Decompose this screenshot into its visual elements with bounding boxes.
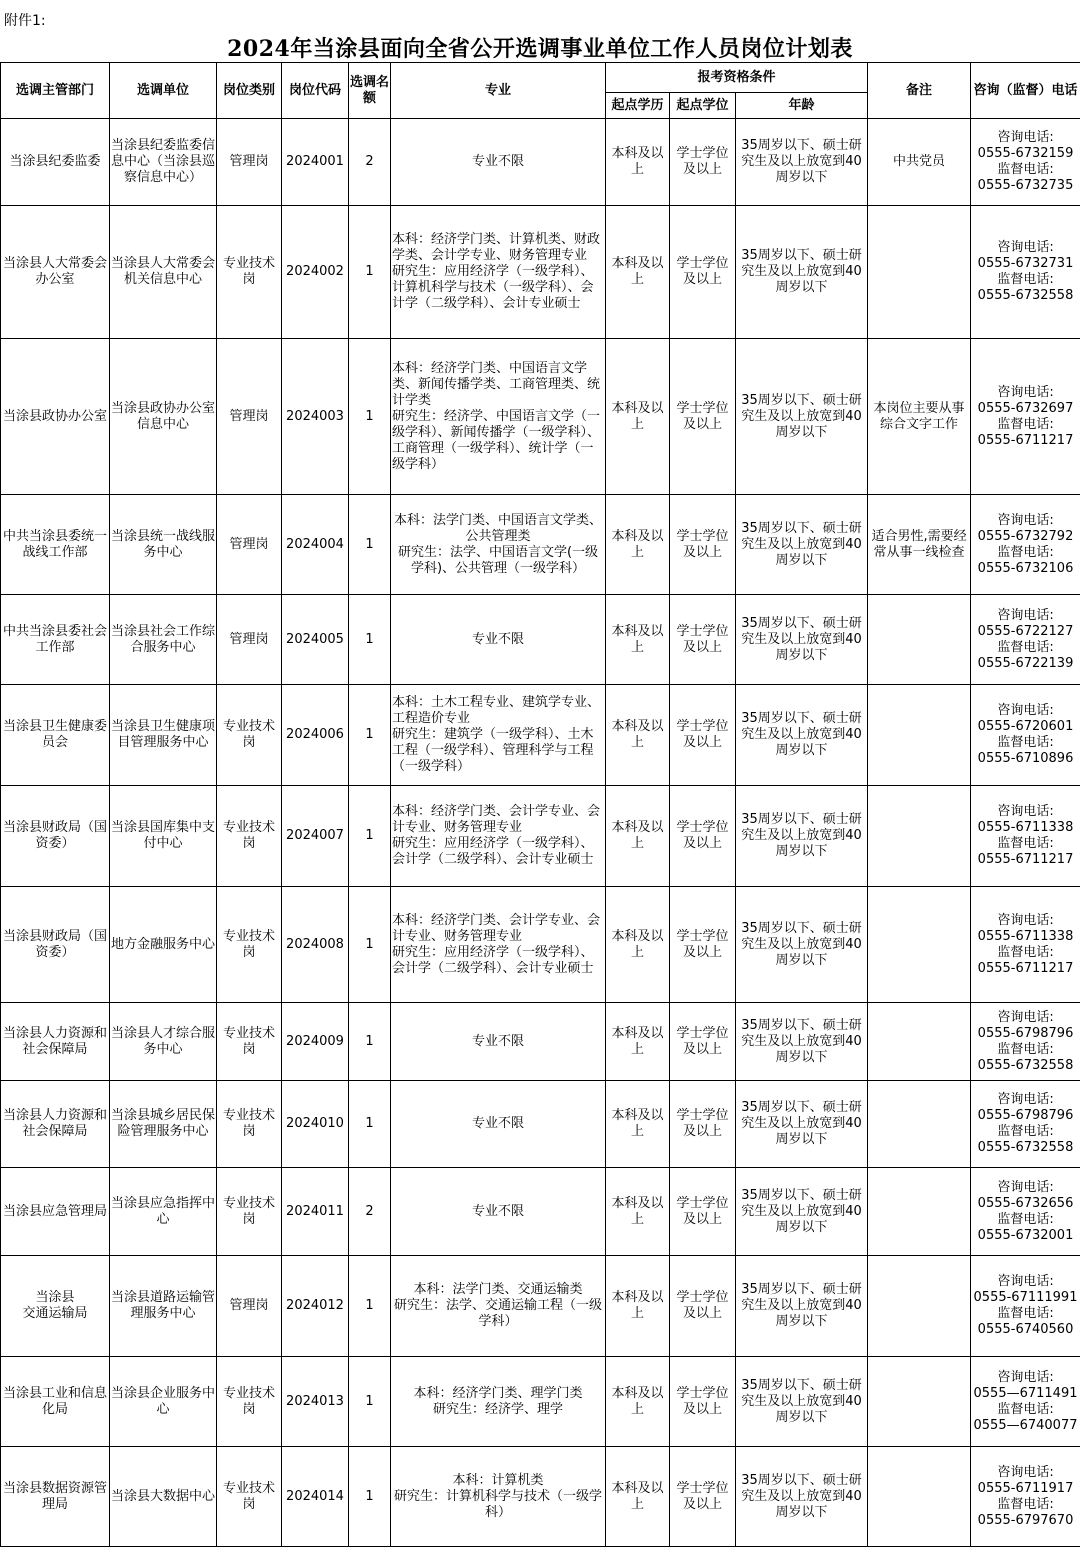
contact-phone: 0555-6711917: [977, 1480, 1074, 1496]
contact-phone: 0555-6740560: [977, 1322, 1074, 1337]
cell-note: [868, 206, 971, 339]
header-type: 岗位类别: [217, 63, 282, 119]
contact-label: 监督电话:: [997, 1306, 1054, 1321]
cell-note: [868, 1447, 971, 1547]
cell-type: 管理岗: [217, 595, 282, 685]
contact-phone: 0555—6711491: [973, 1385, 1078, 1401]
contact-phone: 0555-6732558: [977, 288, 1074, 303]
cell-age: 35周岁以下、硕士研究生及以上放宽到40周岁以下: [736, 595, 868, 685]
cell-major: 专业不限: [391, 119, 606, 206]
page-title: 2024年当涂县面向全省公开选调事业单位工作人员岗位计划表: [227, 36, 853, 62]
contact-label: 咨询电话:: [997, 804, 1054, 819]
table-row: [1, 119, 1080, 206]
cell-type: 管理岗: [217, 119, 282, 206]
contact-label: 咨询电话:: [997, 703, 1054, 718]
cell-degree: 学士学位及以上: [670, 887, 736, 1003]
cell-dept: 当涂县 交通运输局: [1, 1256, 110, 1357]
cell-contact: [971, 206, 1080, 339]
contact-label: 咨询电话:: [997, 1092, 1054, 1107]
contact-phone: 0555-6711217: [977, 852, 1074, 867]
cell-dept: 当涂县人力资源和社会保障局: [1, 1081, 110, 1168]
contact-label: 监督电话:: [997, 416, 1054, 432]
cell-degree: 学士学位及以上: [670, 595, 736, 685]
cell-major: 专业不限: [391, 1168, 606, 1256]
cell-code: 2024004: [282, 495, 349, 595]
cell-dept: 当涂县工业和信息化局: [1, 1357, 110, 1447]
cell-code: 2024014: [282, 1447, 349, 1547]
cell-type: 管理岗: [217, 1256, 282, 1357]
cell-dept: 当涂县应急管理局: [1, 1168, 110, 1256]
contact-phone: 0555-67111991: [973, 1290, 1078, 1305]
cell-dept: 中共当涂县委社会工作部: [1, 595, 110, 685]
cell-contact: [971, 1447, 1080, 1547]
contact-label: 监督电话:: [997, 1041, 1054, 1057]
cell-age: 35周岁以下、硕士研究生及以上放宽到40周岁以下: [736, 887, 868, 1003]
cell-quota: 1: [349, 339, 391, 495]
contact-phone: 0555—6740077: [973, 1417, 1078, 1433]
contact-label: 咨询电话:: [997, 1009, 1054, 1025]
cell-contact: [971, 495, 1080, 595]
table-row: [1, 1357, 1080, 1447]
cell-degree: 学士学位及以上: [670, 1357, 736, 1447]
cell-quota: 1: [349, 1081, 391, 1168]
cell-code: 2024001: [282, 119, 349, 206]
cell-unit: 当涂县统一战线服务中心: [110, 495, 217, 595]
cell-age: 35周岁以下、硕士研究生及以上放宽到40周岁以下: [736, 1168, 868, 1256]
cell-age: 35周岁以下、硕士研究生及以上放宽到40周岁以下: [736, 1081, 868, 1168]
cell-note: [868, 595, 971, 685]
cell-education: 本科及以上: [606, 1168, 670, 1256]
cell-age: 35周岁以下、硕士研究生及以上放宽到40周岁以下: [736, 786, 868, 887]
cell-quota: 1: [349, 495, 391, 595]
cell-major: 本科：经济学门类、理学门类 研究生：经济学、理学: [391, 1357, 606, 1447]
header-quota: 选调名额: [349, 63, 391, 119]
cell-contact: [971, 786, 1080, 887]
cell-major: 本科：土木工程专业、建筑学专业、工程造价专业 研究生：建筑学（一级学科）、土木工程（一级学科）、管理科学与工程（一级学科）: [391, 685, 606, 786]
cell-note: [868, 1081, 971, 1168]
contact-phone: 0555-6722127: [977, 623, 1074, 639]
cell-major: 本科：法学门类、中国语言文学类、公共管理类 研究生：法学、中国语言文学(一级学科)、公共管理（一级学科）: [391, 495, 606, 595]
cell-unit: 当涂县企业服务中心: [110, 1357, 217, 1447]
contact-phone: 0555-6732558: [977, 1140, 1074, 1155]
table-row: [1, 887, 1080, 1003]
cell-dept: 中共当涂县委统一战线工作部: [1, 495, 110, 595]
cell-degree: 学士学位及以上: [670, 206, 736, 339]
cell-unit: 当涂县纪委监委信息中心（当涂县巡察信息中心）: [110, 119, 217, 206]
cell-contact: [971, 685, 1080, 786]
contact-phone: 0555-6797670: [977, 1512, 1074, 1528]
cell-unit: 地方金融服务中心: [110, 887, 217, 1003]
cell-dept: 当涂县财政局（国资委）: [1, 786, 110, 887]
contact-phone: 0555-6732735: [977, 178, 1074, 193]
cell-quota: 1: [349, 1447, 391, 1547]
cell-education: 本科及以上: [606, 1256, 670, 1357]
table-row: [1, 595, 1080, 685]
cell-code: 2024008: [282, 887, 349, 1003]
cell-code: 2024006: [282, 685, 349, 786]
cell-type: 管理岗: [217, 339, 282, 495]
cell-note: 本岗位主要从事综合文字工作: [868, 339, 971, 495]
contact-phone: 0555-6732656: [977, 1195, 1074, 1211]
cell-unit: 当涂县国库集中支付中心: [110, 786, 217, 887]
cell-quota: 2: [349, 119, 391, 206]
cell-contact: [971, 1168, 1080, 1256]
table-row: [1, 206, 1080, 339]
contact-phone: 0555-6711338: [977, 928, 1074, 944]
cell-degree: 学士学位及以上: [670, 339, 736, 495]
cell-dept: 当涂县政协办公室: [1, 339, 110, 495]
cell-major: 专业不限: [391, 595, 606, 685]
contact-label: 监督电话:: [997, 544, 1054, 560]
contact-phone: 0555-6711217: [977, 432, 1074, 448]
cell-quota: 1: [349, 206, 391, 339]
table-body: [1, 119, 1080, 1547]
contact-label: 咨询电话:: [997, 1179, 1054, 1195]
cell-education: 本科及以上: [606, 495, 670, 595]
cell-degree: 学士学位及以上: [670, 1256, 736, 1357]
header-code: 岗位代码: [282, 63, 349, 119]
cell-major: 本科：经济学门类、会计学专业、会计专业、财务管理专业 研究生：应用经济学（一级学科）、会计学（二级学科）、会计专业硕士: [391, 887, 606, 1003]
cell-code: 2024002: [282, 206, 349, 339]
cell-contact: [971, 1357, 1080, 1447]
cell-unit: 当涂县应急指挥中心: [110, 1168, 217, 1256]
contact-label: 监督电话:: [997, 1211, 1054, 1227]
contact-label: 咨询电话:: [997, 607, 1054, 623]
cell-education: 本科及以上: [606, 595, 670, 685]
contact-phone: 0555-6710896: [977, 751, 1074, 766]
cell-major: 本科：法学门类、交通运输类 研究生：法学、交通运输工程（一级学科）: [391, 1256, 606, 1357]
contact-phone: 0555-6720601: [977, 719, 1074, 734]
table-row: [1, 1003, 1080, 1081]
cell-degree: 学士学位及以上: [670, 1168, 736, 1256]
cell-note: [868, 685, 971, 786]
cell-code: 2024003: [282, 339, 349, 495]
cell-age: 35周岁以下、硕士研究生及以上放宽到40周岁以下: [736, 339, 868, 495]
contact-label: 监督电话:: [997, 272, 1054, 287]
cell-note: 适合男性,需要经常从事一线检查: [868, 495, 971, 595]
cell-degree: 学士学位及以上: [670, 1447, 736, 1547]
cell-unit: 当涂县政协办公室信息中心: [110, 339, 217, 495]
contact-phone: 0555-6722139: [977, 655, 1074, 671]
cell-note: 中共党员: [868, 119, 971, 206]
cell-type: 专业技术岗: [217, 786, 282, 887]
table-row: [1, 1447, 1080, 1547]
contact-phone: 0555-6798796: [977, 1025, 1074, 1041]
cell-age: 35周岁以下、硕士研究生及以上放宽到40周岁以下: [736, 1357, 868, 1447]
contact-phone: 0555-6711338: [977, 820, 1074, 835]
cell-unit: 当涂县人才综合服务中心: [110, 1003, 217, 1081]
cell-note: [868, 887, 971, 1003]
cell-education: 本科及以上: [606, 1357, 670, 1447]
position-plan-table: [0, 62, 1080, 1547]
header-education: 起点学历: [606, 93, 670, 119]
table-row: [1, 495, 1080, 595]
table-row: [1, 1256, 1080, 1357]
contact-phone: 0555-6732159: [977, 146, 1074, 161]
contact-label: 监督电话:: [997, 1401, 1054, 1417]
cell-unit: 当涂县大数据中心: [110, 1447, 217, 1547]
cell-major: 本科：经济学门类、中国语言文学类、新闻传播学类、工商管理类、统计学类 研究生：经济学、中国语言文学（一级学科）、新闻传播学（一级学科）、工商管理（一级学科）、统计学（一级学科）: [391, 339, 606, 495]
cell-dept: 当涂县人大常委会办公室: [1, 206, 110, 339]
contact-phone: 0555-6732001: [977, 1227, 1074, 1243]
table-row: [1, 339, 1080, 495]
cell-type: 专业技术岗: [217, 685, 282, 786]
cell-quota: 1: [349, 1357, 391, 1447]
cell-contact: [971, 339, 1080, 495]
contact-label: 咨询电话:: [997, 240, 1054, 255]
cell-major: 本科：经济学门类、计算机类、财政学类、会计学专业、财务管理专业 研究生：应用经济学（一级学科）、计算机科学与技术（一级学科）、会计学（二级学科）、会计专业硕士: [391, 206, 606, 339]
cell-type: 专业技术岗: [217, 1168, 282, 1256]
cell-major: 本科：计算机类 研究生：计算机科学与技术（一级学科）: [391, 1447, 606, 1547]
contact-label: 监督电话:: [997, 1124, 1054, 1139]
cell-major: 本科：经济学门类、会计学专业、会计专业、财务管理专业 研究生：应用经济学（一级学科）、会计学（二级学科）、会计专业硕士: [391, 786, 606, 887]
cell-major: 专业不限: [391, 1081, 606, 1168]
cell-unit: 当涂县城乡居民保险管理服务中心: [110, 1081, 217, 1168]
cell-education: 本科及以上: [606, 1081, 670, 1168]
cell-degree: 学士学位及以上: [670, 495, 736, 595]
cell-age: 35周岁以下、硕士研究生及以上放宽到40周岁以下: [736, 495, 868, 595]
contact-label: 监督电话:: [997, 162, 1054, 177]
annex-label: 附件1:: [4, 13, 46, 29]
cell-age: 35周岁以下、硕士研究生及以上放宽到40周岁以下: [736, 119, 868, 206]
cell-degree: 学士学位及以上: [670, 119, 736, 206]
cell-note: [868, 786, 971, 887]
cell-quota: 1: [349, 786, 391, 887]
cell-education: 本科及以上: [606, 339, 670, 495]
cell-age: 35周岁以下、硕士研究生及以上放宽到40周岁以下: [736, 1256, 868, 1357]
cell-code: 2024009: [282, 1003, 349, 1081]
cell-dept: 当涂县人力资源和社会保障局: [1, 1003, 110, 1081]
contact-phone: 0555-6732792: [977, 528, 1074, 544]
contact-label: 监督电话:: [997, 639, 1054, 655]
contact-phone: 0555-6732558: [977, 1057, 1074, 1073]
cell-education: 本科及以上: [606, 786, 670, 887]
contact-label: 咨询电话:: [997, 1369, 1054, 1385]
cell-contact: [971, 1256, 1080, 1357]
header-note: 备注: [868, 63, 971, 119]
cell-type: 专业技术岗: [217, 206, 282, 339]
cell-code: 2024013: [282, 1357, 349, 1447]
cell-note: [868, 1003, 971, 1081]
contact-label: 监督电话:: [997, 944, 1054, 960]
contact-phone: 0555-6798796: [977, 1108, 1074, 1123]
cell-note: [868, 1256, 971, 1357]
cell-code: 2024012: [282, 1256, 349, 1357]
cell-unit: 当涂县卫生健康项目管理服务中心: [110, 685, 217, 786]
cell-quota: 1: [349, 887, 391, 1003]
contact-label: 咨询电话:: [997, 130, 1054, 145]
table-row: [1, 685, 1080, 786]
cell-education: 本科及以上: [606, 1447, 670, 1547]
cell-contact: [971, 1003, 1080, 1081]
cell-education: 本科及以上: [606, 887, 670, 1003]
cell-type: 管理岗: [217, 495, 282, 595]
cell-education: 本科及以上: [606, 206, 670, 339]
cell-type: 专业技术岗: [217, 887, 282, 1003]
cell-type: 专业技术岗: [217, 1447, 282, 1547]
cell-degree: 学士学位及以上: [670, 1081, 736, 1168]
header-qualification: 报考资格条件: [606, 63, 868, 93]
contact-phone: 0555-6711217: [977, 960, 1074, 976]
cell-education: 本科及以上: [606, 1003, 670, 1081]
cell-education: 本科及以上: [606, 119, 670, 206]
cell-quota: 1: [349, 1256, 391, 1357]
table-row: [1, 1168, 1080, 1256]
cell-degree: 学士学位及以上: [670, 786, 736, 887]
header-age: 年龄: [736, 93, 868, 119]
cell-age: 35周岁以下、硕士研究生及以上放宽到40周岁以下: [736, 1003, 868, 1081]
cell-type: 专业技术岗: [217, 1081, 282, 1168]
cell-dept: 当涂县数据资源管理局: [1, 1447, 110, 1547]
cell-degree: 学士学位及以上: [670, 685, 736, 786]
contact-phone: 0555-6732731: [977, 256, 1074, 271]
cell-dept: 当涂县财政局（国资委）: [1, 887, 110, 1003]
contact-phone: 0555-6732106: [977, 560, 1074, 576]
cell-education: 本科及以上: [606, 685, 670, 786]
contact-phone: 0555-6732697: [977, 400, 1074, 416]
contact-label: 监督电话:: [997, 836, 1054, 851]
cell-age: 35周岁以下、硕士研究生及以上放宽到40周岁以下: [736, 206, 868, 339]
cell-code: 2024007: [282, 786, 349, 887]
table-row: [1, 786, 1080, 887]
cell-contact: [971, 1081, 1080, 1168]
contact-label: 咨询电话:: [997, 912, 1054, 928]
contact-label: 咨询电话:: [997, 512, 1054, 528]
cell-degree: 学士学位及以上: [670, 1003, 736, 1081]
cell-major: 专业不限: [391, 1003, 606, 1081]
cell-age: 35周岁以下、硕士研究生及以上放宽到40周岁以下: [736, 1447, 868, 1547]
cell-code: 2024005: [282, 595, 349, 685]
contact-label: 咨询电话:: [997, 384, 1054, 400]
cell-type: 专业技术岗: [217, 1357, 282, 1447]
cell-dept: 当涂县纪委监委: [1, 119, 110, 206]
cell-note: [868, 1168, 971, 1256]
header-dept: 选调主管部门: [1, 63, 110, 119]
cell-note: [868, 1357, 971, 1447]
cell-contact: [971, 595, 1080, 685]
header-unit: 选调单位: [110, 63, 217, 119]
cell-quota: 2: [349, 1168, 391, 1256]
cell-code: 2024010: [282, 1081, 349, 1168]
contact-label: 监督电话:: [997, 1496, 1054, 1512]
header-degree: 起点学位: [670, 93, 736, 119]
cell-age: 35周岁以下、硕士研究生及以上放宽到40周岁以下: [736, 685, 868, 786]
cell-type: 专业技术岗: [217, 1003, 282, 1081]
cell-unit: 当涂县人大常委会机关信息中心: [110, 206, 217, 339]
table-row: [1, 1081, 1080, 1168]
cell-dept: 当涂县卫生健康委员会: [1, 685, 110, 786]
header-contact: 咨询（监督）电话: [971, 63, 1080, 119]
cell-quota: 1: [349, 685, 391, 786]
contact-label: 监督电话:: [997, 735, 1054, 750]
cell-quota: 1: [349, 595, 391, 685]
cell-contact: [971, 887, 1080, 1003]
cell-code: 2024011: [282, 1168, 349, 1256]
cell-unit: 当涂县道路运输管理服务中心: [110, 1256, 217, 1357]
cell-contact: [971, 119, 1080, 206]
contact-label: 咨询电话:: [997, 1274, 1054, 1289]
cell-unit: 当涂县社会工作综合服务中心: [110, 595, 217, 685]
cell-quota: 1: [349, 1003, 391, 1081]
contact-label: 咨询电话:: [997, 1464, 1054, 1480]
header-major: 专业: [391, 63, 606, 119]
